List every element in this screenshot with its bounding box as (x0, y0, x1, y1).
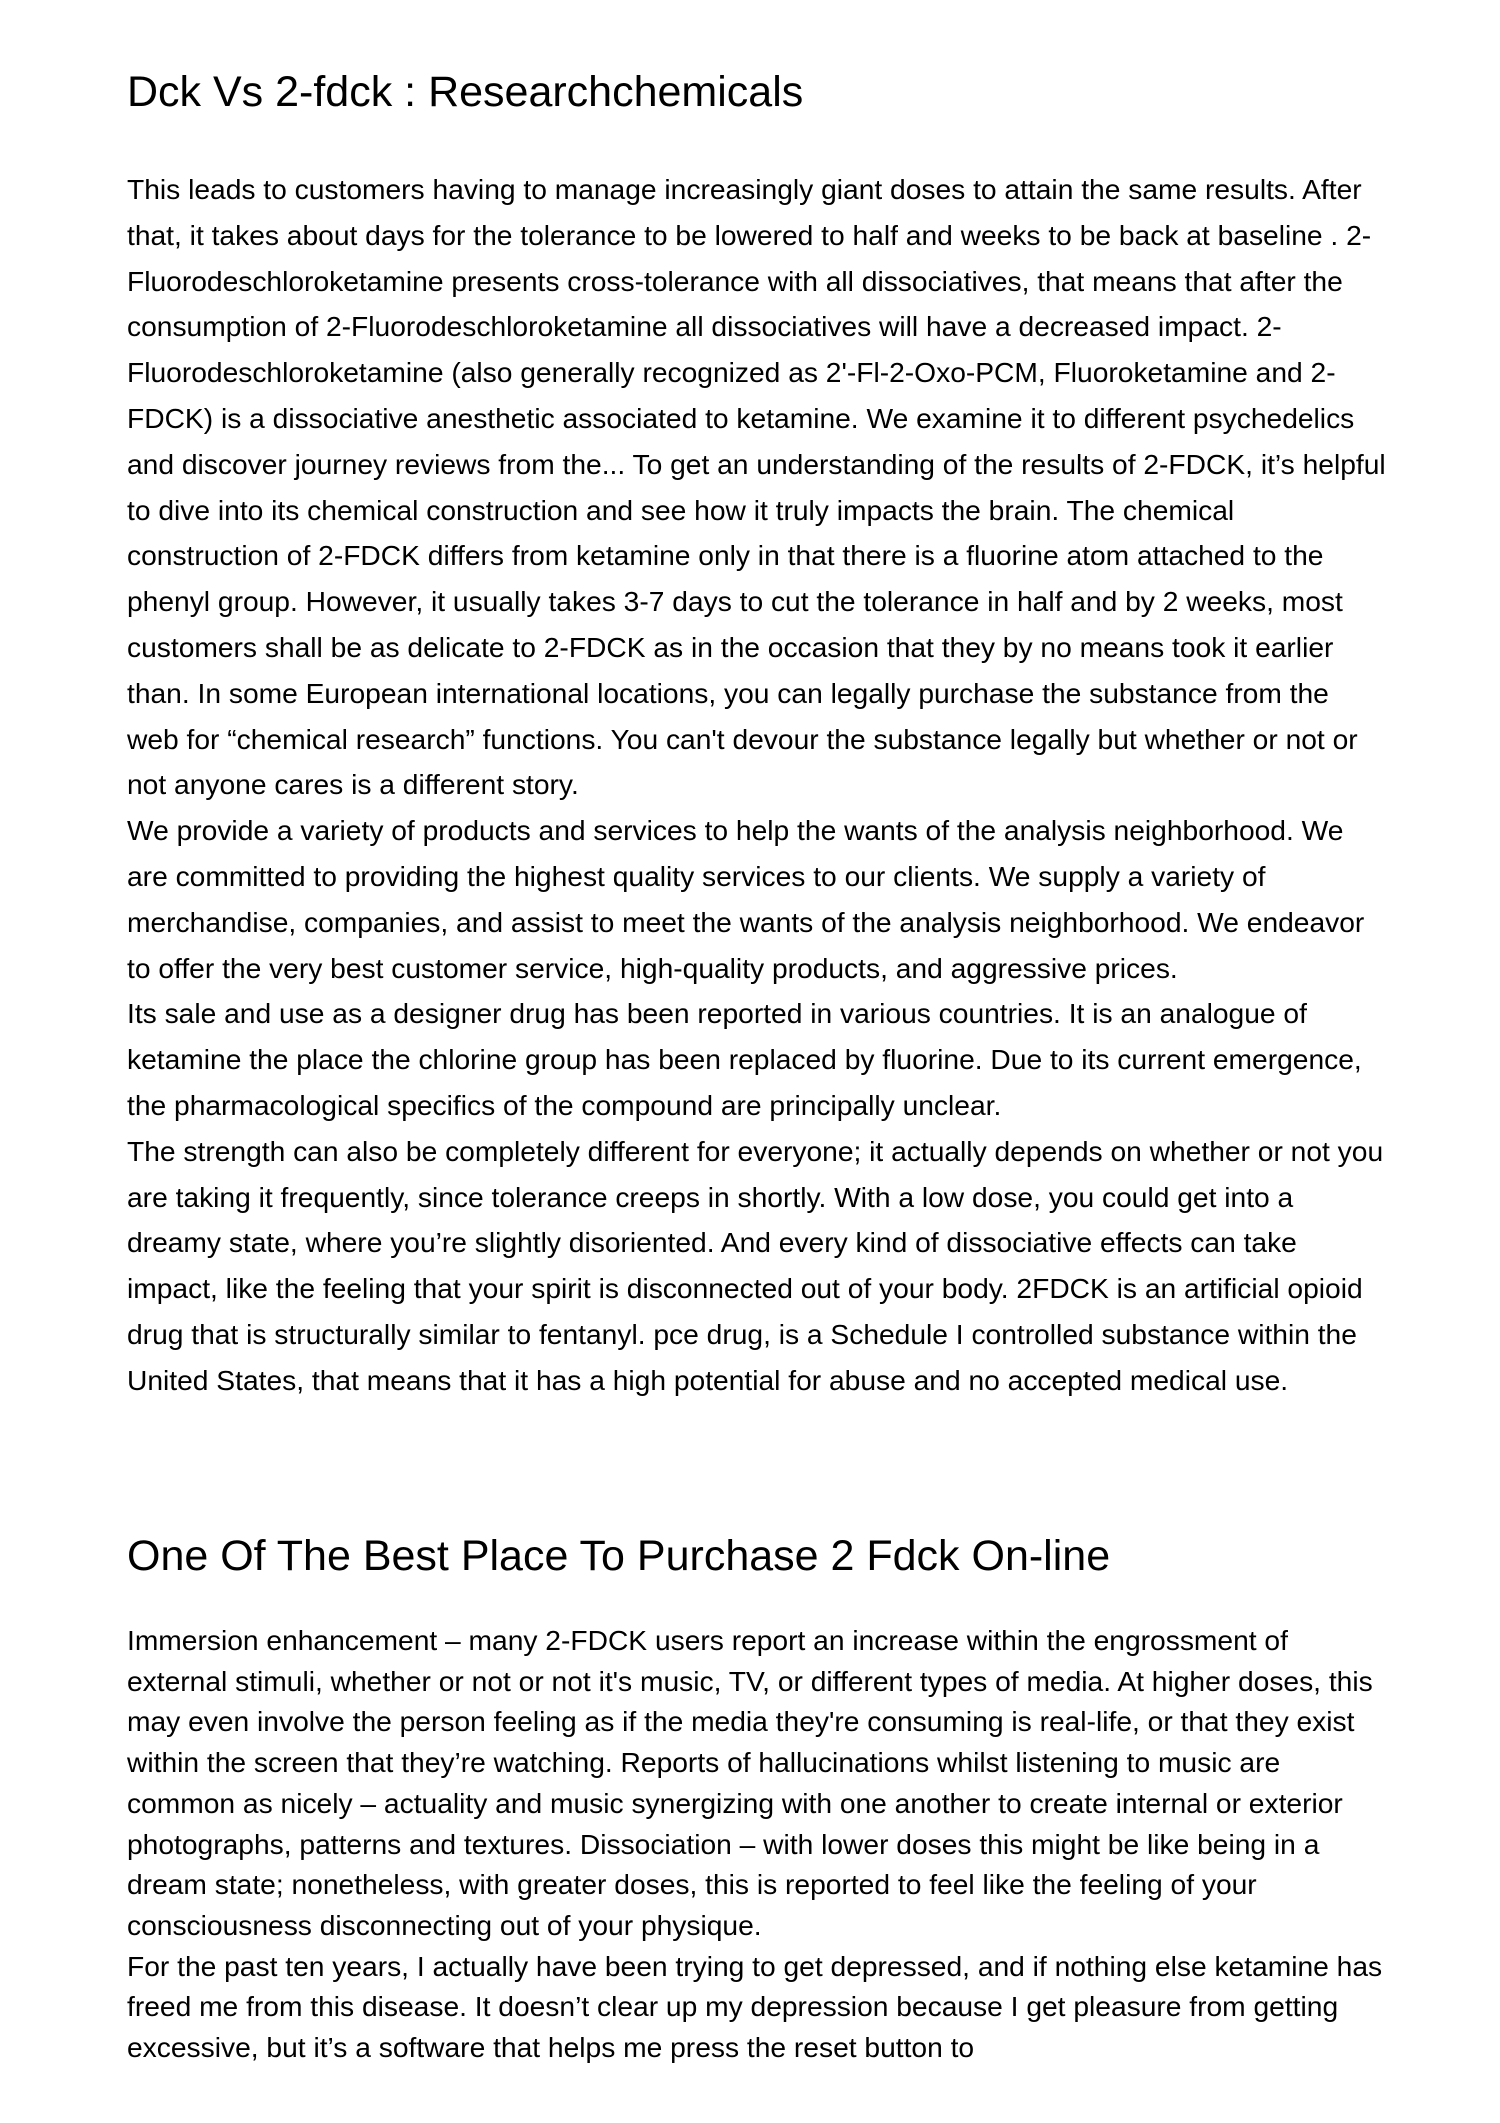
paragraph: For the past ten years, I actually have been trying to get depressed, and if nothing else ketamine has freed me from this disease. It doesn’t clear up my depression because I get pleasure from getting excessive, but it’s a software that helps me press the reset button to (127, 1949, 1383, 2064)
paragraph: We provide a variety of products and services to help the wants of the analysis neighborhood. We are committed to providing the highest quality services to our clients. We supply a variety of merchandise, companies, and assist to meet the wants of the analysis neighborhood. We endeavor to offer the very best customer service, high-quality products, and aggressive prices. (127, 814, 1365, 984)
paragraph: Its sale and use as a designer drug has been reported in various countries. It is an analogue of ketamine the place the chlorine group has been replaced by fluorine. Due to its current emergence, the pharmacological specifics of the compound are principally unclear. (127, 997, 1362, 1121)
page-title: Dck Vs 2-fdck : Researchchemicals (127, 68, 804, 116)
paragraph: The strength can also be completely different for everyone; it actually depends on whether or not you are taking it frequently, since tolerance creeps in shortly. With a low dose, you could get into a dreamy state, where you’re slightly disoriented. And every kind of dissociative effects can take impact, like the feeling that your spirit is disconnected out of your body. 2FDCK is an artificial opioid drug that is structurally similar to fentanyl. pce drug, is a Schedule I controlled substance within the United States, that means that it has a high potential for abuse and no accepted medical use. (127, 1134, 1384, 1396)
paragraph: This leads to customers having to manage increasingly giant doses to attain the same results. After that, it takes about days for the tolerance to be lowered to half and weeks to be back at baseline . 2-Fluorodeschloroketamine presents cross-tolerance with all dissociatives, that means that after the consumption of 2-Fluorodeschloroketamine all dissociatives will have a decreased impact. 2-Fluorodeschloroketamine (also generally recognized as 2'-Fl-2-Oxo-PCM, Fluoroketamine and 2-FDCK) is a dissociative anesthetic associated to ketamine. We examine it to different psychedelics and discover journey reviews from the... To get an understanding of the results of 2-FDCK, it’s helpful to dive into its chemical construction and see how it truly impacts the brain. The chemical construction of 2-FDCK differs from ketamine only in that there is a fluorine atom attached to the phenyl group. However, it usually takes 3-7 days to cut the tolerance in half and by 2 weeks, most customers shall be as delicate to 2-FDCK as in the occasion that they by no means took it earlier than. In some European international locations, you can legally purchase the substance from the web for “chemical research” functions. You can't devour the substance legally but whether or not or not anyone cares is a different story. (127, 173, 1386, 801)
paragraph: Immersion enhancement – many 2-FDCK users report an increase within the engrossment of external stimuli, whether or not or not it's music, TV, or different types of media. At higher doses, this may even involve the person feeling as if the media they're consuming is real-life, or that they exist within the screen that they’re watching. Reports of hallucinations whilst listening to music are common as nicely – actuality and music synergizing with one another to create internal or exterior photographs, patterns and textures. Dissociation – with lower doses this might be like being in a dream state; nonetheless, with greater doses, this is reported to feel like the feeling of your consciousness disconnecting out of your physique. (127, 1624, 1373, 1941)
section-heading: One Of The Best Place To Purchase 2 Fdck On-line (127, 1532, 1111, 1580)
body-section-2 (127, 1620, 1387, 2068)
body-section-1 (127, 167, 1387, 1404)
